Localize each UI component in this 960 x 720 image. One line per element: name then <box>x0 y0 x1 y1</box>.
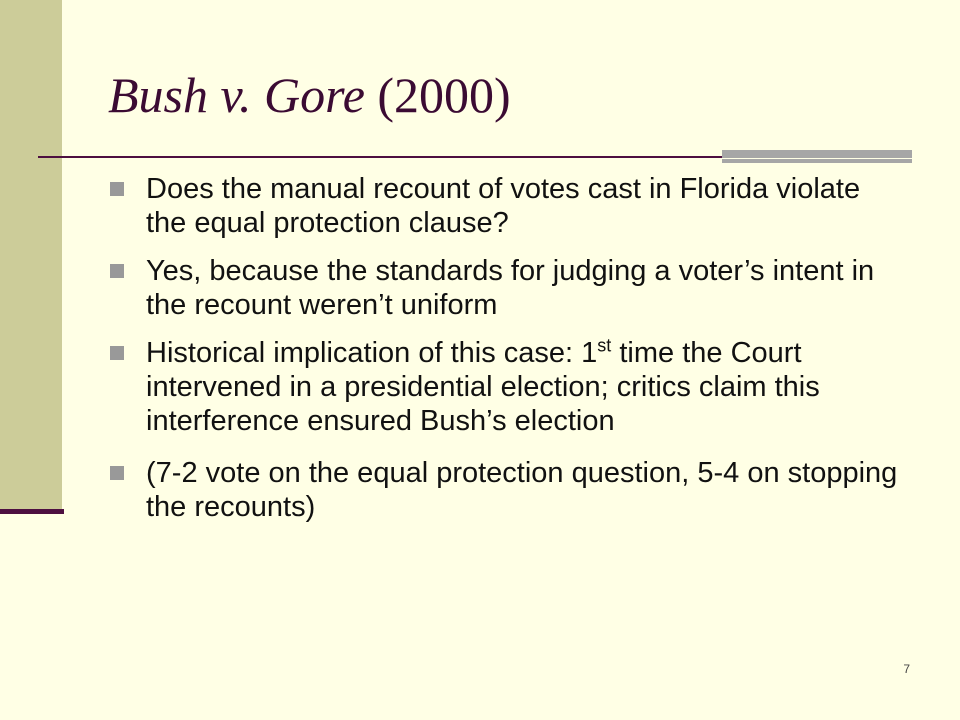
title-case-name: Bush v. Gore <box>108 67 365 123</box>
title-gray-accent-bar-lower <box>722 159 912 163</box>
bullet-text-before: Historical implication of this case: 1 <box>146 337 598 369</box>
square-bullet-icon <box>110 466 124 480</box>
square-bullet-icon <box>110 264 124 278</box>
square-bullet-icon <box>110 182 124 196</box>
square-bullet-icon <box>110 346 124 360</box>
bullet-text: Yes, because the standards for judging a voter’s intent in the recount weren’t uniform <box>146 255 875 321</box>
ordinal-superscript: st <box>597 335 612 356</box>
bullet-item <box>108 456 908 524</box>
bullet-text <box>146 336 908 438</box>
bullet-item <box>108 172 908 240</box>
bullet-item <box>108 336 908 438</box>
slide-title <box>108 60 511 130</box>
title-gray-accent-bar <box>722 150 912 158</box>
bullet-text-after: time the Court intervened in a presidential election; critics claim this interference ensured Bush’s election <box>146 337 820 437</box>
left-bar-accent-line <box>0 509 64 514</box>
bullet-text: Does the manual recount of votes cast in Florida violate the equal protection clause? <box>146 173 861 239</box>
left-decorative-bar <box>0 0 62 512</box>
bullet-item <box>108 254 908 322</box>
bullet-list <box>108 172 908 538</box>
title-year: (2000) <box>364 67 511 123</box>
slide-page-number: 7 <box>903 662 910 676</box>
bullet-text: (7-2 vote on the equal protection question, 5-4 on stopping the recounts) <box>146 457 898 523</box>
